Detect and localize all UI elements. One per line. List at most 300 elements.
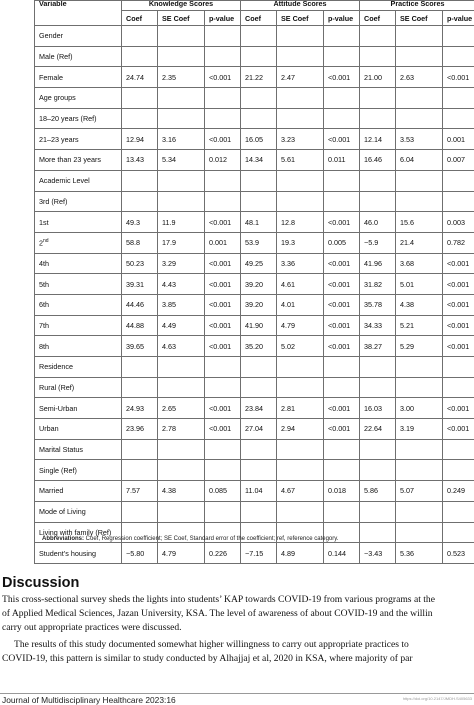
table-cell	[241, 357, 277, 378]
table-cell: 4.79	[277, 315, 324, 336]
table-cell: 21.22	[241, 67, 277, 88]
table-cell: 23.96	[122, 419, 158, 440]
table-cell: <0.001	[205, 315, 241, 336]
table-cell: 48.1	[241, 212, 277, 233]
table-row	[35, 46, 474, 67]
table-cell: <0.001	[205, 274, 241, 295]
table-cell	[205, 88, 241, 109]
variable-header: Variable	[35, 1, 122, 26]
table-cell: 0.085	[205, 481, 241, 502]
table-body	[35, 26, 474, 564]
table-cell	[324, 377, 360, 398]
table-cell: 44.46	[122, 294, 158, 315]
table-cell: 5.29	[396, 336, 443, 357]
table-cell	[122, 460, 158, 481]
row-label: Female	[35, 67, 122, 88]
table-cell: −5.9	[360, 232, 396, 253]
table-cell: 3.68	[396, 253, 443, 274]
table-cell	[396, 439, 443, 460]
table-cell	[277, 460, 324, 481]
table-cell: <0.001	[205, 212, 241, 233]
table-cell: 15.6	[396, 212, 443, 233]
table-cell: 3.36	[277, 253, 324, 274]
table-cell: 12.14	[360, 129, 396, 150]
table-cell	[443, 439, 474, 460]
table-cell	[360, 191, 396, 212]
table-cell	[360, 88, 396, 109]
table-cell	[396, 170, 443, 191]
table-cell	[360, 357, 396, 378]
subheader-se-coef: SE Coef	[158, 11, 205, 26]
table-cell: <0.001	[443, 274, 474, 295]
table-cell	[122, 377, 158, 398]
table-cell	[158, 460, 205, 481]
table-cell	[205, 26, 241, 47]
table-cell: 5.36	[396, 543, 443, 564]
table-cell: 16.46	[360, 150, 396, 171]
table-cell	[324, 357, 360, 378]
table-cell	[122, 26, 158, 47]
table-cell: 6.04	[396, 150, 443, 171]
table-cell: 2.78	[158, 419, 205, 440]
row-label: 2nd	[35, 232, 122, 253]
table-cell	[396, 46, 443, 67]
subheader-se-coef: SE Coef	[277, 11, 324, 26]
table-cell: 2.94	[277, 419, 324, 440]
row-label: Rural (Ref)	[35, 377, 122, 398]
table-cell	[443, 522, 474, 543]
table-cell	[277, 88, 324, 109]
table-cell: 44.88	[122, 315, 158, 336]
table-cell: 4.67	[277, 481, 324, 502]
row-label: Living with family (Ref)	[35, 522, 122, 543]
table-cell	[122, 501, 158, 522]
table-cell: 5.61	[277, 150, 324, 171]
table-cell	[324, 439, 360, 460]
table-cell: 5.86	[360, 481, 396, 502]
row-label: 8th	[35, 336, 122, 357]
subheader-coef: Coef	[360, 11, 396, 26]
table-cell: 58.8	[122, 232, 158, 253]
table-cell	[205, 46, 241, 67]
table-cell	[443, 26, 474, 47]
table-cell: 3.23	[277, 129, 324, 150]
table-row	[35, 88, 474, 109]
table-row	[35, 377, 474, 398]
table-cell	[396, 522, 443, 543]
table-cell: 53.9	[241, 232, 277, 253]
table-cell	[360, 522, 396, 543]
table-row	[35, 170, 474, 191]
table-cell: −7.15	[241, 543, 277, 564]
table-cell: 0.011	[324, 150, 360, 171]
table-row	[35, 129, 474, 150]
table-cell: 2.81	[277, 398, 324, 419]
table-cell	[122, 108, 158, 129]
table-cell: <0.001	[324, 253, 360, 274]
table-cell: 11.9	[158, 212, 205, 233]
table-cell: 38.27	[360, 336, 396, 357]
table-cell	[396, 26, 443, 47]
row-label: Gender	[35, 26, 122, 47]
table-cell: −3.43	[360, 543, 396, 564]
row-label: 7th	[35, 315, 122, 336]
row-label: 5th	[35, 274, 122, 295]
row-label: Residence	[35, 357, 122, 378]
table-row	[35, 357, 474, 378]
table-cell	[324, 88, 360, 109]
table-row	[35, 274, 474, 295]
table-cell	[241, 26, 277, 47]
table-cell: <0.001	[324, 67, 360, 88]
table-cell	[158, 377, 205, 398]
table-cell: 23.84	[241, 398, 277, 419]
subheader-p-value: p-value	[443, 11, 474, 26]
table-cell	[122, 357, 158, 378]
regression-table	[34, 0, 474, 564]
table-cell: 0.249	[443, 481, 474, 502]
table-row	[35, 67, 474, 88]
table-cell: 5.07	[396, 481, 443, 502]
table-cell: 35.20	[241, 336, 277, 357]
table-row	[35, 501, 474, 522]
table-cell: 21.4	[396, 232, 443, 253]
table-cell: 3.19	[396, 419, 443, 440]
table-cell: 3.85	[158, 294, 205, 315]
table-cell	[158, 439, 205, 460]
page-footer	[0, 693, 474, 705]
table-row	[35, 460, 474, 481]
table-cell: 4.38	[158, 481, 205, 502]
table-cell	[324, 460, 360, 481]
table-row	[35, 232, 474, 253]
table-cell: <0.001	[324, 419, 360, 440]
table-cell: 4.63	[158, 336, 205, 357]
table-row	[35, 398, 474, 419]
table-row	[35, 150, 474, 171]
table-cell	[241, 460, 277, 481]
table-cell: <0.001	[324, 294, 360, 315]
table-cell	[443, 108, 474, 129]
table-cell: 19.3	[277, 232, 324, 253]
table-row	[35, 294, 474, 315]
table-cell: 24.74	[122, 67, 158, 88]
table-cell: 35.78	[360, 294, 396, 315]
table-cell: <0.001	[443, 336, 474, 357]
table-cell: 22.64	[360, 419, 396, 440]
table-cell	[324, 170, 360, 191]
table-cell: 7.57	[122, 481, 158, 502]
table-cell: 24.93	[122, 398, 158, 419]
subheader-coef: Coef	[241, 11, 277, 26]
table-cell	[122, 191, 158, 212]
table-cell	[205, 439, 241, 460]
abbreviations-label: Abbreviations:	[42, 536, 84, 542]
table-cell: 39.20	[241, 274, 277, 295]
table-cell	[360, 460, 396, 481]
table-cell: 2.65	[158, 398, 205, 419]
table-cell: <0.001	[205, 129, 241, 150]
table-cell: 50.23	[122, 253, 158, 274]
table-cell	[360, 439, 396, 460]
table-cell: 12.94	[122, 129, 158, 150]
table-cell: 5.02	[277, 336, 324, 357]
table-cell	[360, 377, 396, 398]
table-cell: 17.9	[158, 232, 205, 253]
table-cell: <0.001	[443, 67, 474, 88]
row-label: Married	[35, 481, 122, 502]
table-cell	[158, 191, 205, 212]
table-cell	[396, 501, 443, 522]
table-cell	[324, 26, 360, 47]
table-cell	[205, 108, 241, 129]
table-row	[35, 191, 474, 212]
table-cell	[158, 357, 205, 378]
discussion-heading: Discussion	[2, 575, 79, 591]
table-cell: 14.34	[241, 150, 277, 171]
table-cell: 0.005	[324, 232, 360, 253]
table-row	[35, 481, 474, 502]
table-cell: <0.001	[205, 398, 241, 419]
table-cell	[205, 191, 241, 212]
table-cell	[396, 377, 443, 398]
table-cell: 4.49	[158, 315, 205, 336]
table-cell	[205, 170, 241, 191]
table-cell: 49.25	[241, 253, 277, 274]
table-cell: 0.001	[443, 129, 474, 150]
discussion-line: of Applied Medical Sciences, Jazan University, KSA. The level of awareness of about COVID-19 and the willin	[2, 607, 474, 621]
table-cell: 4.43	[158, 274, 205, 295]
table-cell	[205, 501, 241, 522]
table-cell: 12.8	[277, 212, 324, 233]
subheader-se-coef: SE Coef	[396, 11, 443, 26]
table-cell	[443, 377, 474, 398]
table-cell: 41.96	[360, 253, 396, 274]
table-cell: <0.001	[443, 315, 474, 336]
row-label: Urban	[35, 419, 122, 440]
table-cell: 27.04	[241, 419, 277, 440]
table-cell: 2.63	[396, 67, 443, 88]
table-cell: <0.001	[205, 253, 241, 274]
table-cell	[396, 357, 443, 378]
table-cell: 4.61	[277, 274, 324, 295]
table-cell	[324, 191, 360, 212]
table-cell	[443, 88, 474, 109]
table-row	[35, 253, 474, 274]
table-cell: <0.001	[205, 419, 241, 440]
table-cell: 16.05	[241, 129, 277, 150]
table-cell	[122, 46, 158, 67]
table-cell	[158, 88, 205, 109]
abbreviations-note	[42, 536, 338, 542]
table-cell	[158, 26, 205, 47]
table-cell	[158, 108, 205, 129]
table-cell: <0.001	[324, 398, 360, 419]
table-cell: 5.21	[396, 315, 443, 336]
table-cell	[396, 460, 443, 481]
row-label: 6th	[35, 294, 122, 315]
table-cell: 13.43	[122, 150, 158, 171]
row-label: 4th	[35, 253, 122, 274]
table-row	[35, 108, 474, 129]
table-cell: <0.001	[205, 294, 241, 315]
table-cell: <0.001	[205, 67, 241, 88]
table-cell: 2.47	[277, 67, 324, 88]
discussion-line: COVID-19, this pattern is similar to study conducted by Alhajjaj et al, 2020 in KSA, where majority of par	[2, 652, 474, 666]
table-cell: <0.001	[443, 294, 474, 315]
table-cell	[443, 170, 474, 191]
table-cell	[277, 26, 324, 47]
row-label: Male (Ref)	[35, 46, 122, 67]
table-cell	[158, 170, 205, 191]
table-row	[35, 543, 474, 564]
row-label: More than 23 years	[35, 150, 122, 171]
table-cell	[396, 191, 443, 212]
table-cell: 21.00	[360, 67, 396, 88]
table-cell	[360, 501, 396, 522]
table-cell: <0.001	[443, 398, 474, 419]
table-cell	[158, 501, 205, 522]
row-label: Mode of Living	[35, 501, 122, 522]
table-cell	[324, 46, 360, 67]
table-cell: 34.33	[360, 315, 396, 336]
table-cell: 4.01	[277, 294, 324, 315]
table-cell: 3.16	[158, 129, 205, 150]
table-cell: <0.001	[324, 315, 360, 336]
table-cell	[205, 460, 241, 481]
table-cell	[277, 191, 324, 212]
table-cell	[241, 108, 277, 129]
table-cell: <0.001	[324, 129, 360, 150]
table-cell	[205, 377, 241, 398]
table-cell	[360, 108, 396, 129]
table-cell: <0.001	[205, 336, 241, 357]
table-cell	[241, 170, 277, 191]
table-row	[35, 315, 474, 336]
table-cell: 4.89	[277, 543, 324, 564]
subheader-p-value: p-value	[324, 11, 360, 26]
group-header-attitude: Attitude Scores	[241, 1, 360, 11]
table-cell	[241, 501, 277, 522]
table-cell: 0.001	[205, 232, 241, 253]
table-cell	[122, 88, 158, 109]
table-cell	[277, 46, 324, 67]
row-label: 21–23 years	[35, 129, 122, 150]
table-cell: 0.007	[443, 150, 474, 171]
table-cell: 39.31	[122, 274, 158, 295]
table-cell	[443, 191, 474, 212]
table-row	[35, 212, 474, 233]
table-cell: 11.04	[241, 481, 277, 502]
row-label: Semi-Urban	[35, 398, 122, 419]
table-cell	[277, 377, 324, 398]
table-cell	[158, 46, 205, 67]
table-cell	[360, 46, 396, 67]
table-cell	[360, 170, 396, 191]
row-label: Single (Ref)	[35, 460, 122, 481]
table-cell: 0.144	[324, 543, 360, 564]
row-label: Marital Status	[35, 439, 122, 460]
table-cell	[324, 501, 360, 522]
table-cell	[241, 46, 277, 67]
table-cell	[277, 357, 324, 378]
table-cell: <0.001	[324, 336, 360, 357]
table-cell	[277, 108, 324, 129]
table-cell: <0.001	[443, 253, 474, 274]
table-row	[35, 336, 474, 357]
discussion-line: The results of this study documented somewhat higher willingness to carry out appropriate practices to	[14, 638, 474, 652]
row-label: 3rd (Ref)	[35, 191, 122, 212]
table-cell: 0.018	[324, 481, 360, 502]
table-cell: 5.34	[158, 150, 205, 171]
table-cell: 0.003	[443, 212, 474, 233]
table-cell: 3.00	[396, 398, 443, 419]
table-cell	[241, 439, 277, 460]
table-cell	[443, 357, 474, 378]
table-cell	[324, 108, 360, 129]
table-cell	[277, 501, 324, 522]
table-cell: <0.001	[443, 419, 474, 440]
row-label: Age groups	[35, 88, 122, 109]
row-label: Academic Level	[35, 170, 122, 191]
table-row	[35, 419, 474, 440]
discussion-line: This cross-sectional survey sheds the lights into students’ KAP towards COVID-19 from various programs at the	[2, 593, 474, 607]
table-cell	[122, 170, 158, 191]
subheader-p-value: p-value	[205, 11, 241, 26]
group-header-practice: Practice Scores	[360, 1, 474, 11]
table-cell	[241, 377, 277, 398]
table-cell: 39.65	[122, 336, 158, 357]
table-cell: <0.001	[324, 212, 360, 233]
regression-table-container	[34, 0, 474, 564]
table-cell: 0.782	[443, 232, 474, 253]
table-cell: 2.35	[158, 67, 205, 88]
table-cell: 16.03	[360, 398, 396, 419]
table-cell: 4.38	[396, 294, 443, 315]
table-cell: −5.80	[122, 543, 158, 564]
table-cell: 0.226	[205, 543, 241, 564]
table-cell	[443, 46, 474, 67]
table-cell: 5.01	[396, 274, 443, 295]
table-cell	[396, 108, 443, 129]
table-cell: 46.0	[360, 212, 396, 233]
table-cell	[443, 501, 474, 522]
table-cell: 39.20	[241, 294, 277, 315]
journal-citation: Journal of Multidisciplinary Healthcare 2023:16	[2, 695, 176, 705]
table-row	[35, 26, 474, 47]
table-cell: 0.523	[443, 543, 474, 564]
doi-link[interactable]: https://doi.org/10.2147/JMDH.S405633	[403, 696, 472, 701]
table-cell: 3.53	[396, 129, 443, 150]
discussion-line: carry out appropriate practices were discussed.	[2, 621, 474, 635]
table-cell	[277, 439, 324, 460]
table-cell	[122, 439, 158, 460]
table-cell	[241, 88, 277, 109]
table-cell	[277, 170, 324, 191]
table-cell: 41.90	[241, 315, 277, 336]
table-cell	[360, 26, 396, 47]
table-cell: 49.3	[122, 212, 158, 233]
table-cell: 31.82	[360, 274, 396, 295]
group-header-knowledge: Knowledge Scores	[122, 1, 241, 11]
table-cell: 3.29	[158, 253, 205, 274]
row-label: 1st	[35, 212, 122, 233]
abbreviations-text: Coef, Regression coefficient; SE Coef, Standard error of the coefficient; ref, reference category.	[84, 536, 338, 542]
table-cell	[205, 357, 241, 378]
row-label: Student’s housing	[35, 543, 122, 564]
table-cell: 4.79	[158, 543, 205, 564]
table-cell: <0.001	[324, 274, 360, 295]
